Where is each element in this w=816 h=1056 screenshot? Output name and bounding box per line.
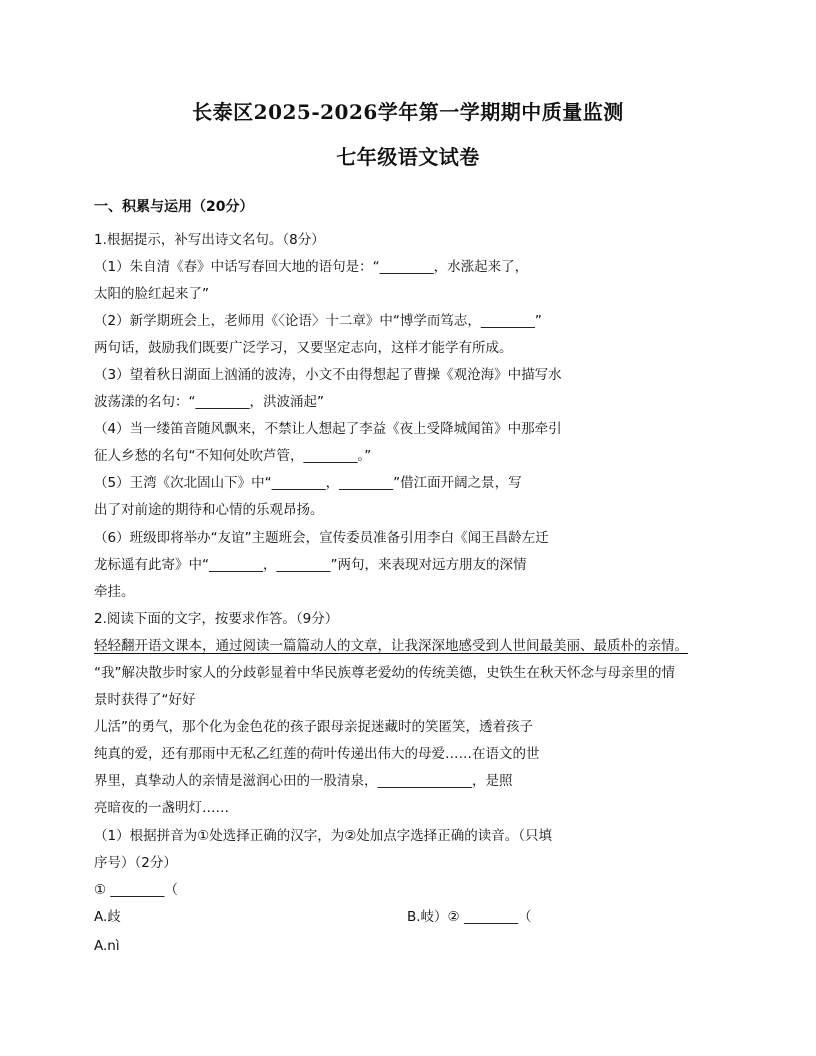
text-line: 太阳的脸红起来了” — [94, 286, 209, 302]
option-b: B.岐）② ________（ — [407, 909, 532, 925]
passage-line: 界里，真挚动人的亲情是滋润心田的一股清泉，______________，是照 — [94, 773, 513, 789]
question-1-prompt: 1.根据提示，补写出诗文名句。（8分） — [94, 232, 325, 248]
text-line: （1）朱自清《春》中话写春回大地的语句是：“________，水涨起来了， — [94, 259, 529, 275]
section-heading: 一、积累与运用（20分） — [94, 199, 254, 215]
text-line: 两句话，鼓励我们既要广泛学习，又要坚定志向，这样才能学有所成。 — [94, 340, 513, 356]
passage-line: 景时获得了“好好 — [94, 692, 196, 708]
exam-subtitle: 七年级语文试卷 — [336, 145, 480, 169]
passage-line: 儿活”的勇气，那个化为金色花的孩子跟母亲捉迷藏时的笑匿笑，透着孩子 — [94, 719, 533, 735]
text-line: （3）望着秋日湖面上汹涌的波涛，小文不由得想起了曹操《观沧海》中描写水 — [94, 367, 562, 383]
passage-line: “我”解决散步时家人的分歧彰显着中华民族尊老爱幼的传统美德，史铁生在秋天怀念与母亲里的情 — [94, 665, 675, 681]
passage-line: 轻轻翻开语文课本，通过阅读一篇篇动人的文章，让我深深地感受到人世间最美丽、最质朴的亲情。 — [94, 638, 688, 654]
passage-line: 纯真的爱，还有那雨中无私乙红莲的荷叶传递出伟大的母爱……在语文的世 — [94, 746, 540, 762]
text-line: （2）新学期班会上，老师用《〈论语〉十二章》中“博学而笃志，________” — [94, 313, 542, 329]
option-a-pinyin: A.nì — [94, 938, 120, 954]
passage-line: 亮暗夜的一盏明灯…… — [94, 800, 229, 816]
text-line: 出了对前途的期待和心情的乐观昂扬。 — [94, 502, 324, 518]
text-line: 序号）（2分） — [94, 855, 177, 871]
option-a: A.歧 — [94, 909, 121, 925]
text-line: 牵挂。 — [94, 584, 135, 600]
exam-title: 长泰区2025-2026学年第一学期期中质量监测 — [192, 100, 624, 124]
text-line: 龙标遥有此寄》中“________，________”两句，来表现对远方朋友的深情 — [94, 557, 527, 573]
text-line: （6）班级即将举办“友谊”主题班会，宣传委员准备引用李白《闻王昌龄左迁 — [94, 530, 549, 546]
subquestion-prompt: （1）根据拼音为①处选择正确的汉字，为②处加点字选择正确的读音。（只填 — [94, 828, 553, 844]
text-line: （5）王湾《次北固山下》中“________，________”借江面开阔之景，写 — [94, 475, 522, 491]
question-2-prompt: 2.阅读下面的文字，按要求作答。（9分） — [94, 611, 339, 627]
answer-blank-1: ① ________（ — [94, 882, 178, 898]
text-line: 波荡漾的名句：“________，洪波涌起” — [94, 394, 324, 410]
text-line: 征人乡愁的名句“不知何处吹芦管，________。” — [94, 448, 372, 464]
text-line: （4）当一缕笛音随风飘来，不禁让人想起了李益《夜上受降城闻笛》中那牵引 — [94, 421, 562, 437]
